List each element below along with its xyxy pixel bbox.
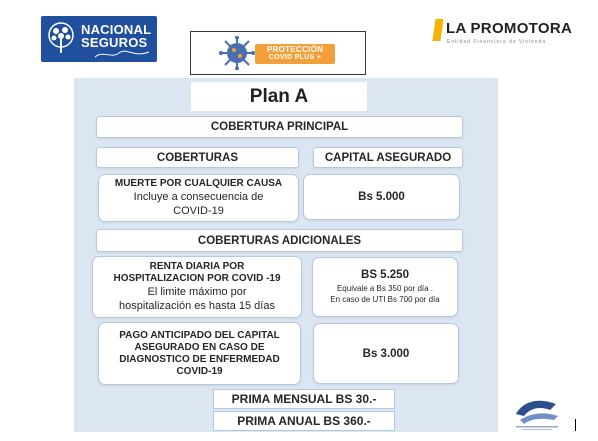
cobertura-principal-header: COBERTURA PRINCIPAL (96, 116, 463, 138)
renta-line1: El limite máximo por (147, 286, 247, 298)
covid-badge-line1: PROTECCIÓN (266, 45, 324, 54)
la-promotora-logo (434, 18, 574, 48)
pago-coverage-cell (98, 322, 301, 385)
nacional-seguros-logo (41, 16, 157, 62)
virus-icon (219, 36, 255, 70)
renta-title2: HOSPITALIZACION POR COVID -19 (113, 273, 281, 284)
renta-line2: hospitalización es hasta 15 días (119, 300, 275, 312)
promotora-name: LA PROMOTORA (446, 20, 573, 37)
renta-note1: Equivale a Bs 350 por día . (336, 284, 434, 293)
pago-capital-cell (313, 323, 459, 384)
covid-badge (255, 44, 335, 64)
pago-line4: COVID-19 (176, 365, 223, 377)
coberturas-header: COBERTURAS (96, 147, 299, 168)
renta-capital-cell (312, 257, 458, 317)
nacional-line2: SEGUROS (81, 35, 148, 50)
pago-line3: DIAGNOSTICO DE ENFERMEDAD (119, 353, 280, 365)
capital-asegurado-header: CAPITAL ASEGURADO (313, 147, 463, 168)
renta-note2: En caso de UTI Bs 700 por día (330, 295, 440, 304)
muerte-value: Bs 5.000 (358, 191, 405, 203)
nacional-line1: NACIONAL (81, 22, 152, 37)
muerte-title: MUERTE POR CUALQUIER CAUSA (114, 178, 283, 189)
pago-value: Bs 3.000 (362, 347, 410, 360)
renta-coverage-cell (92, 256, 302, 318)
prima-mensual: PRIMA MENSUAL BS 30.- (213, 389, 395, 409)
plan-title: Plan A (191, 82, 367, 111)
muerte-coverage-cell (98, 174, 299, 222)
muerte-capital-cell (303, 174, 460, 220)
pago-line1: PAGO ANTICIPADO DEL CAPITAL (119, 329, 280, 341)
text-cursor (575, 419, 576, 431)
muerte-line2: COVID-19 (173, 205, 224, 217)
covid-badge-line2: COVID PLUS + (268, 54, 322, 61)
renta-value: BS 5.250 (361, 269, 409, 281)
promotora-tagline: Entidad Financiera de Vivienda (447, 39, 547, 45)
renta-title1: RENTA DIARIA POR (149, 261, 245, 272)
promotora-mark-icon (432, 19, 443, 41)
covid-plus-logo (190, 31, 366, 75)
coberturas-adicionales-header: COBERTURAS ADICIONALES (96, 229, 463, 252)
pago-line2: ASEGURADO EN CASO DE (134, 341, 265, 353)
tree-emblem-icon (45, 21, 77, 57)
signature-flourish (93, 48, 151, 60)
consultant-seal-icon (510, 392, 564, 432)
muerte-line1: Incluye a consecuencia de (133, 191, 264, 203)
prima-anual: PRIMA ANUAL BS 360.- (213, 411, 395, 431)
